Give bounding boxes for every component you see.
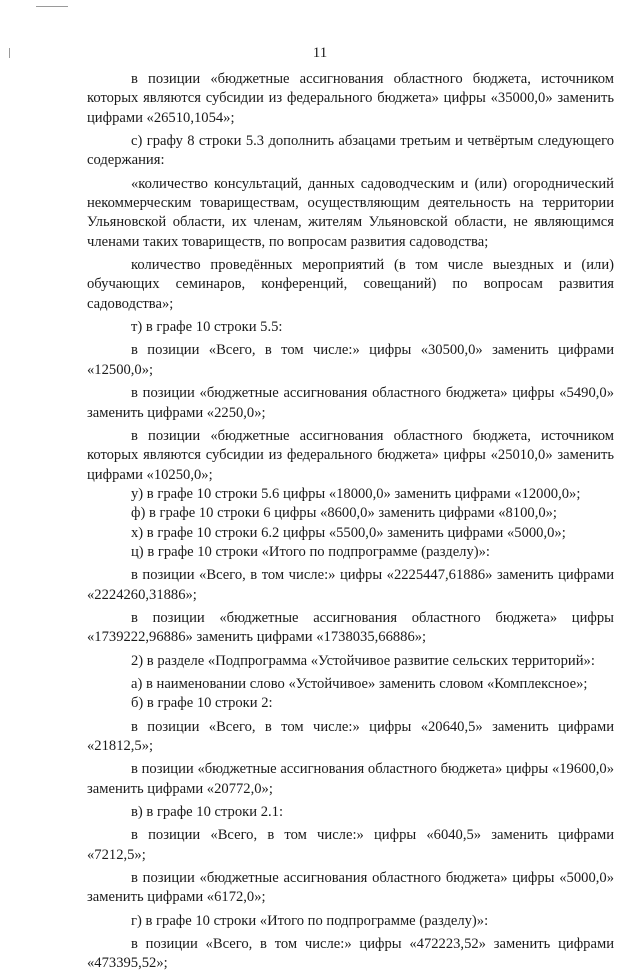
paragraph: в позиции «Всего, в том числе:» цифры «472223,52» заменить цифрами «473395,52»; bbox=[87, 936, 614, 972]
paragraph: в позиции «Всего, в том числе:» цифры «2225447,61886» заменить цифрами «2224260,31886»; bbox=[87, 567, 614, 603]
paragraph: т) в графе 10 строки 5.5: bbox=[131, 319, 283, 336]
paragraph: в позиции «бюджетные ассигнования областного бюджета» цифры «5490,0» заменить цифрами «2250,0»; bbox=[87, 385, 614, 421]
paragraph: с) графу 8 строки 5.3 дополнить абзацами третьим и четвёртым следующего содержания: bbox=[87, 133, 614, 169]
page-number: 11 bbox=[312, 45, 328, 61]
paragraph: в позиции «бюджетные ассигнования областного бюджета» цифры «1739222,96886» заменить цифрами «1738035,66886»; bbox=[87, 609, 614, 646]
paragraph: количество проведённых мероприятий (в том числе выездных и (или) обучающих семинаров, конференций, совещаний) по вопросам развития садоводства»; bbox=[87, 257, 614, 312]
paragraph: ф) в графе 10 строки 6 цифры «8600,0» заменить цифрами «8100,0»; bbox=[131, 505, 557, 522]
paragraph: 2) в разделе «Подпрограмма «Устойчивое развитие сельских территорий»: bbox=[131, 652, 595, 669]
paragraph: в позиции «бюджетные ассигнования областного бюджета» цифры «5000,0» заменить цифрами «6172,0»; bbox=[87, 870, 614, 906]
paragraph: в позиции «бюджетные ассигнования областного бюджета, источником которых являются субсидии из федерального бюджета» цифры «25010,0» заменить цифрами «10250,0»; bbox=[87, 427, 614, 483]
paragraph: в) в графе 10 строки 2.1: bbox=[131, 804, 283, 821]
paragraph: б) в графе 10 строки 2: bbox=[131, 695, 273, 712]
paragraph: в позиции «Всего, в том числе:» цифры «20640,5» заменить цифрами «21812,5»; bbox=[87, 718, 614, 754]
paragraph: «количество консультаций, данных садоводческим и (или) огороднический некоммерческим товариществам, осуществляющим деятельность на территории Ульяновской области, их членам, жителям Ульяновской области, не являющимся членами таких товариществ, по вопросам развития садоводства; bbox=[87, 175, 614, 250]
paragraph: а) в наименовании слово «Устойчивое» заменить словом «Комплексное»; bbox=[131, 675, 588, 692]
paragraph: ц) в графе 10 строки «Итого по подпрограмме (разделу)»: bbox=[131, 543, 490, 560]
paragraph: в позиции «Всего, в том числе:» цифры «6040,5» заменить цифрами «7212,5»; bbox=[87, 827, 614, 863]
document-body bbox=[87, 70, 614, 974]
paragraph: в позиции «бюджетные ассигнования областного бюджета, источником которых являются субсидии из федерального бюджета» цифры «35000,0» заменить цифрами «26510,1054»; bbox=[87, 71, 614, 126]
paragraph: у) в графе 10 строки 5.6 цифры «18000,0» заменить цифрами «12000,0»; bbox=[131, 485, 581, 502]
scan-artifact-top-left bbox=[36, 6, 68, 7]
paragraph: в позиции «бюджетные ассигнования областного бюджета» цифры «19600,0» заменить цифрами «20772,0»; bbox=[87, 761, 614, 797]
paragraph: в позиции «Всего, в том числе:» цифры «30500,0» заменить цифрами «12500,0»; bbox=[87, 342, 614, 378]
paragraph: х) в графе 10 строки 6.2 цифры «5500,0» заменить цифрами «5000,0»; bbox=[131, 524, 566, 541]
paragraph: г) в графе 10 строки «Итого по подпрограмме (разделу)»: bbox=[131, 912, 489, 929]
